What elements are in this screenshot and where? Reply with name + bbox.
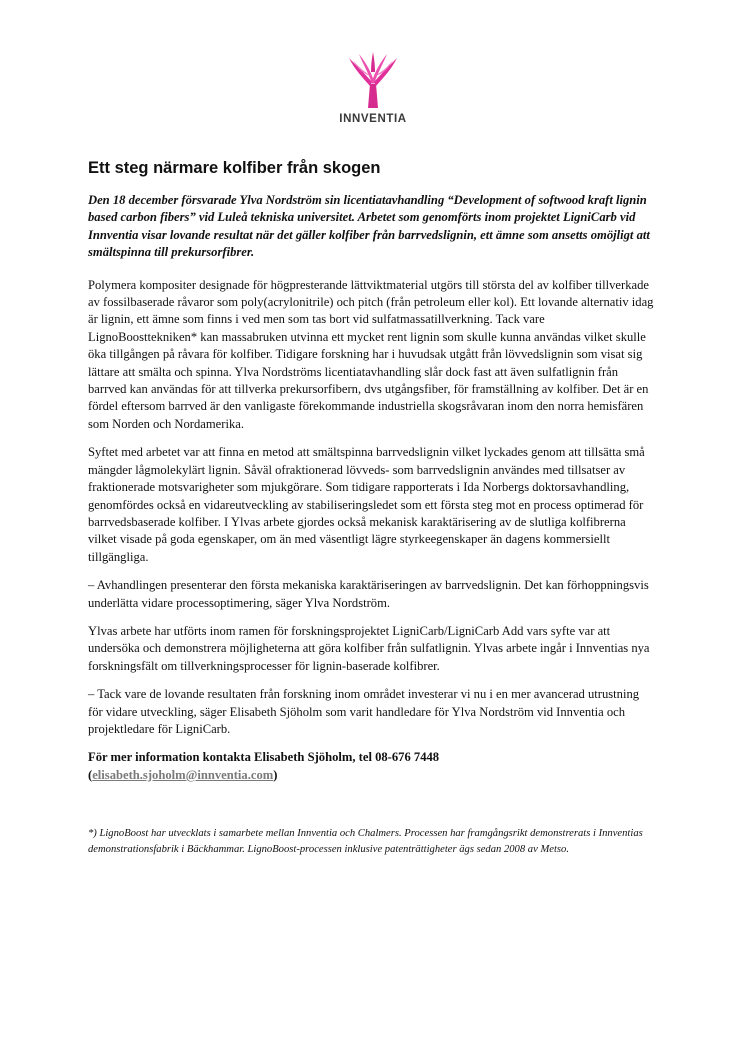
press-release [88, 158, 656, 869]
contact-email-link[interactable]: elisabeth.sjoholm@innventia.com [92, 767, 274, 782]
contact-info [88, 749, 656, 784]
body-paragraph-4: Ylvas arbete har utförts inom ramen för forskningsprojektet LigniCarb/LigniCarb Add vars syfte var att undersöka och demonstrera möjligheterna att göra kolfiber från sulfatlignin. Ylvas arbete ingår i Innventias nya forskningsfält om tillverkningsprocesser för lignin-baserade kolfibrer. [88, 623, 650, 673]
innventia-logo [318, 50, 428, 134]
contact-text: För mer information kontakta Elisabeth Sjöholm, tel 08-676 7448 [88, 750, 440, 765]
body-paragraph-5: – Tack vare de lovande resultaten från forskning inom området investerar vi nu i en mer avancerad utrustning för vidare utveckling, säger Elisabeth Sjöholm som varit handledare för Ylva Nordström vid Innventia och projektledare för LigniCarb. [88, 687, 640, 736]
body-paragraph-3: – Avhandlingen presenterar den första mekaniska karaktäriseringen av barrvedslignin. Det kan förhoppningsvis underlätta vidare processoptimering, säger Ylva Nordström. [88, 578, 649, 610]
page-title: Ett steg närmare kolfiber från skogen [88, 159, 381, 177]
body-paragraph-1: Polymera kompositer designade för högpresterande lättviktmaterial utgörs till största del av kolfiber tillverkade av fossilbaserade råvaror som poly(acrylonitrile) och pitch (från petroleum eller kol). Ett lovande alternativ idag är lignin, ett ämne som finns i ved men som tas bort vid sulfatmassatillverkning. Tack vare LignoBoosttekniken* kan massabruken utvinna ett mycket rent lignin som skulle kunna användas vilket skulle öka tillgången på råvara för kolfiber. Tidigare forskning har i huvudsak utgått från lövvedslignin som visat sig lättare att smälta och spinna. Ylva Nordströms licentiatavhandling slår dock fast att även sulfatlignin från barrved kan användas för att tillverka prekursorfibern, dvs utgångsfiber, för framställning av kolfiber. Det är en fördel eftersom barrved är den vanligaste förekommande industriella skogsråvaran inom den norra hemisfären som Norden och Nordamerika. [88, 277, 654, 431]
innventia-tree-icon [345, 50, 401, 110]
body-paragraph-2: Syftet med arbetet var att finna en metod att smältspinna barrvedslignin vilket lyckades genom att tillsätta små mängder lågmolekylärt lignin. Såväl ofraktionerad lövveds- som barrvedslignin användes med tillsatser av fraktionerade motsvarigheter som mjukgörare. Som tidigare rapporterats i Ida Norbergs doktorsavhandling, genomfördes också en vidareutveckling av stabiliseringsledet som ett första steg mot en process optimerad för barrvedsbaserade kolfiber. I Ylvas arbete gjordes också mekanisk karaktärisering av de slutliga kolfibrerna vilket visade på goda egenskaper, om än med väsentligt lägre styrkeegenskaper än dagens kommersiellt tillgängliga. [88, 445, 645, 564]
logo-wordmark: INNVENTIA [339, 113, 407, 125]
footnote: *) LignoBoost har utvecklats i samarbete mellan Innventia och Chalmers. Processen har framgångsrikt demonstrerats i Innventias demonstrationsfabrik i Bäckhammar. LignoBoost-processen inklusive patenträttigheter ägs sedan 2008 av Metso. [88, 828, 643, 856]
open-paren: ( [88, 767, 93, 782]
lead-paragraph: Den 18 december försvarade Ylva Nordström sin licentiatavhandling “Development of softwood kraft lignin based carbon fibers” vid Luleå tekniska universitet. Arbetet som genomförts inom projektet LigniCarb vid Innventia visar lovande resultat när det gäller kolfiber från barrvedslignin, ett ämne som ansetts omöjligt att smältspinna till prekursorfibrer. [88, 193, 650, 260]
close-paren: ) [273, 767, 278, 782]
